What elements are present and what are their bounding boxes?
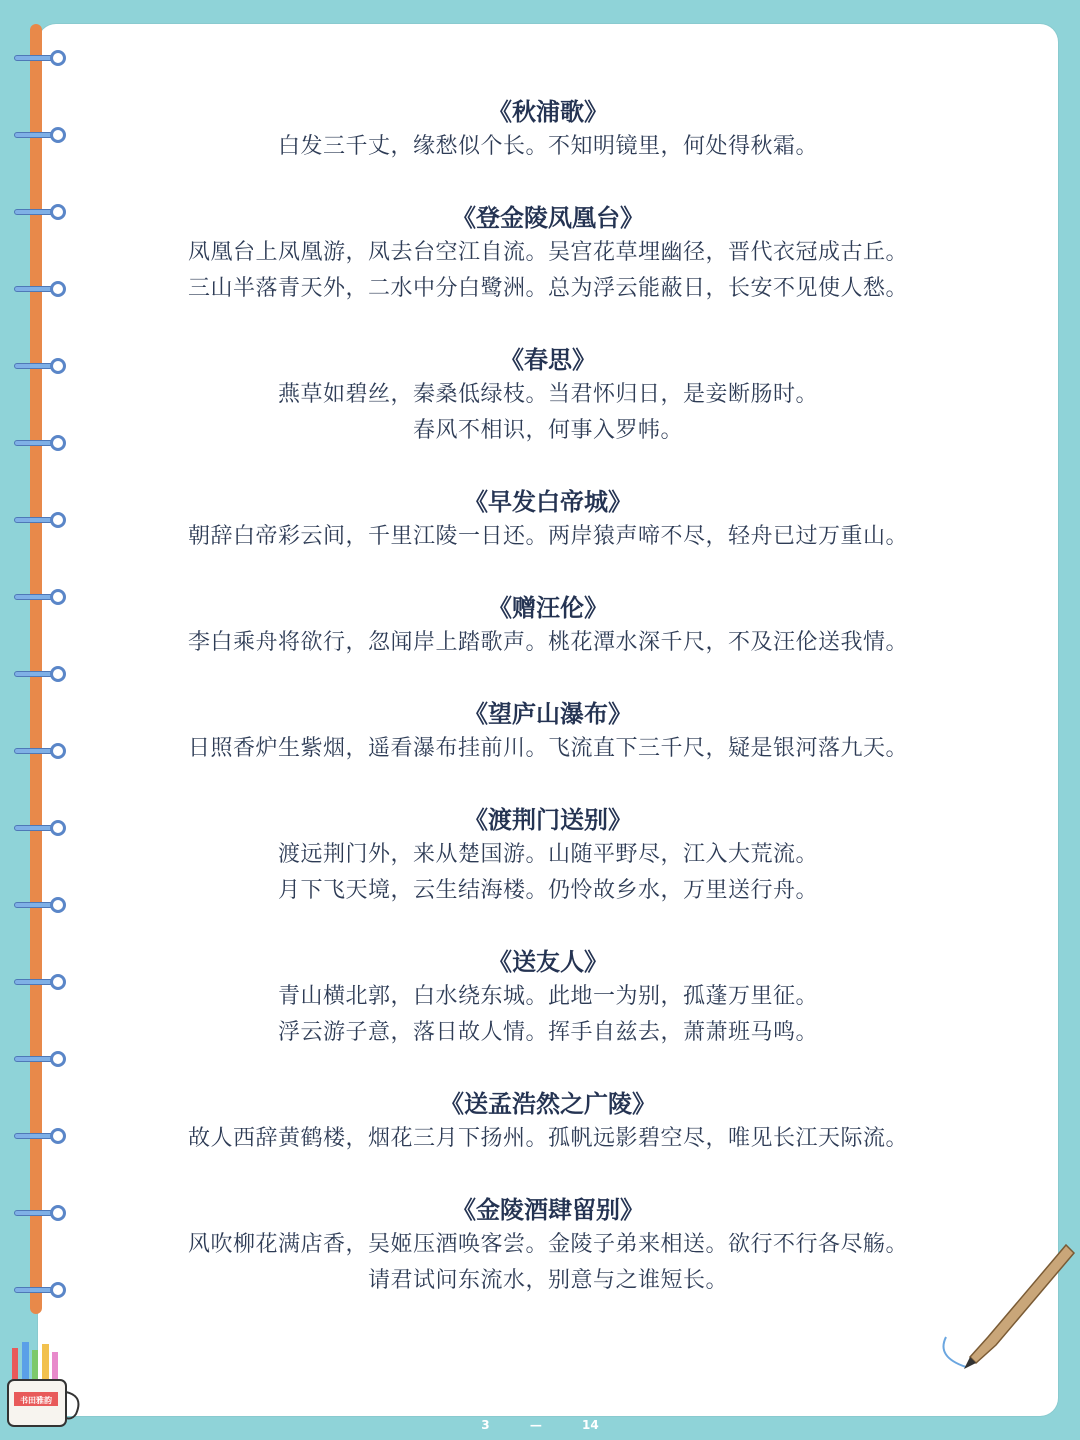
binding-ring — [14, 50, 66, 66]
poem-line: 朝辞白帝彩云间，千里江陵一日还。两岸猿声啼不尽，轻舟已过万重山。 — [187, 524, 908, 549]
poem-line: 春风不相识，何事入罗帏。 — [412, 418, 683, 443]
poem-title: 《金陵酒肆留别》 — [452, 1196, 644, 1224]
poem-line: 请君试问东流水，别意与之谁短长。 — [367, 1268, 728, 1293]
poem-line: 风吹柳花满店香，吴姬压酒唤客尝。金陵子弟来相送。欲行不行各尽觞。 — [187, 1232, 908, 1257]
poem-title: 《早发白帝城》 — [464, 488, 632, 516]
poem-block — [38, 201, 1058, 307]
poem-block — [38, 343, 1058, 449]
poem-block — [38, 591, 1058, 661]
poem-line: 浮云游子意，落日故人情。挥手自兹去，萧萧班马鸣。 — [277, 1020, 818, 1045]
poem-line: 李白乘舟将欲行，忽闻岸上踏歌声。桃花潭水深千尺，不及汪伦送我情。 — [187, 630, 908, 655]
poem-block — [38, 485, 1058, 555]
poem-block — [38, 945, 1058, 1051]
pencil-illustration — [930, 1235, 1080, 1375]
poem-title: 《送孟浩然之广陵》 — [440, 1090, 656, 1118]
poem-title: 《秋浦歌》 — [488, 98, 608, 126]
poem-line: 燕草如碧丝，秦桑低绿枝。当君怀归日，是妾断肠时。 — [277, 382, 818, 407]
poem-line: 凤凰台上凤凰游，凤去台空江自流。吴宫花草埋幽径，晋代衣冠成古丘。 — [187, 240, 908, 265]
poem-title: 《登金陵凤凰台》 — [452, 204, 644, 232]
poem-block — [38, 697, 1058, 767]
poem-list — [38, 95, 1058, 1335]
cup-label: 书田雅韵 — [20, 1396, 52, 1405]
poem-line: 青山横北郭，白水绕东城。此地一为别，孤蓬万里征。 — [277, 984, 818, 1009]
pencil-cup-illustration — [2, 1340, 92, 1430]
poem-block — [38, 803, 1058, 909]
page-separator: — — [529, 1418, 542, 1432]
poem-title: 《春思》 — [500, 346, 596, 374]
ring-hole — [50, 50, 66, 66]
page-number: 3 — [481, 1418, 490, 1432]
poem-line: 三山半落青天外，二水中分白鹭洲。总为浮云能蔽日，长安不见使人愁。 — [187, 276, 908, 301]
poem-line: 月下飞天境，云生结海楼。仍怜故乡水，万里送行舟。 — [277, 878, 818, 903]
poem-title: 《赠汪伦》 — [488, 594, 608, 622]
poem-line: 白发三千丈，缘愁似个长。不知明镜里，何处得秋霜。 — [277, 134, 818, 159]
poem-title: 《送友人》 — [488, 948, 608, 976]
poem-title: 《望庐山瀑布》 — [464, 700, 632, 728]
poem-line: 渡远荆门外，来从楚国游。山随平野尽，江入大荒流。 — [277, 842, 818, 867]
page-total: 14 — [582, 1418, 599, 1432]
poem-block — [38, 1087, 1058, 1157]
poem-line: 故人西辞黄鹤楼，烟花三月下扬州。孤帆远影碧空尽，唯见长江天际流。 — [187, 1126, 908, 1151]
page-footer — [0, 1418, 1080, 1432]
poem-block — [38, 1193, 1058, 1299]
poem-block — [38, 95, 1058, 165]
poem-title: 《渡荆门送别》 — [464, 806, 632, 834]
poem-line: 日照香炉生紫烟，遥看瀑布挂前川。飞流直下三千尺，疑是银河落九天。 — [187, 736, 908, 761]
